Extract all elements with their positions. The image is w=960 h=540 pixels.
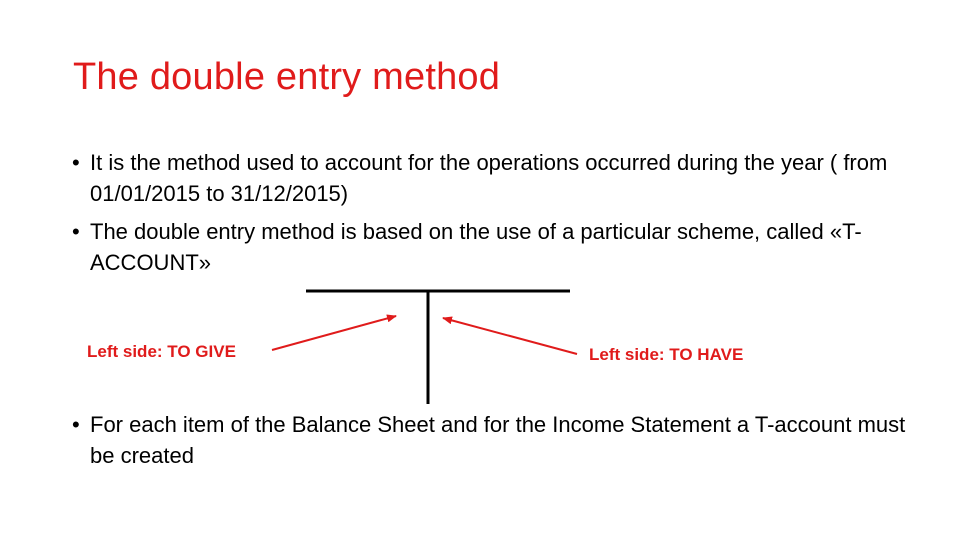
bullet-marker: • bbox=[72, 412, 80, 437]
left-arrow bbox=[272, 316, 396, 350]
bullet-marker: • bbox=[72, 219, 80, 244]
t-account-right-label: Left side: TO HAVE bbox=[589, 345, 744, 364]
right-arrow bbox=[443, 318, 577, 354]
bullet-text: The double entry method is based on the use of a particular scheme, called «T-ACCOUNT» bbox=[90, 219, 862, 275]
slide-title: The double entry method bbox=[73, 56, 501, 98]
bullet-marker: • bbox=[72, 150, 80, 175]
bullet-item bbox=[72, 409, 922, 471]
t-account-left-label: Left side: TO GIVE bbox=[87, 342, 236, 361]
bullet-text: For each item of the Balance Sheet and for the Income Statement a T-account must be created bbox=[90, 412, 906, 468]
bullet-text: It is the method used to account for the operations occurred during the year ( from 01/01/2015 to 31/12/2015) bbox=[90, 150, 888, 206]
